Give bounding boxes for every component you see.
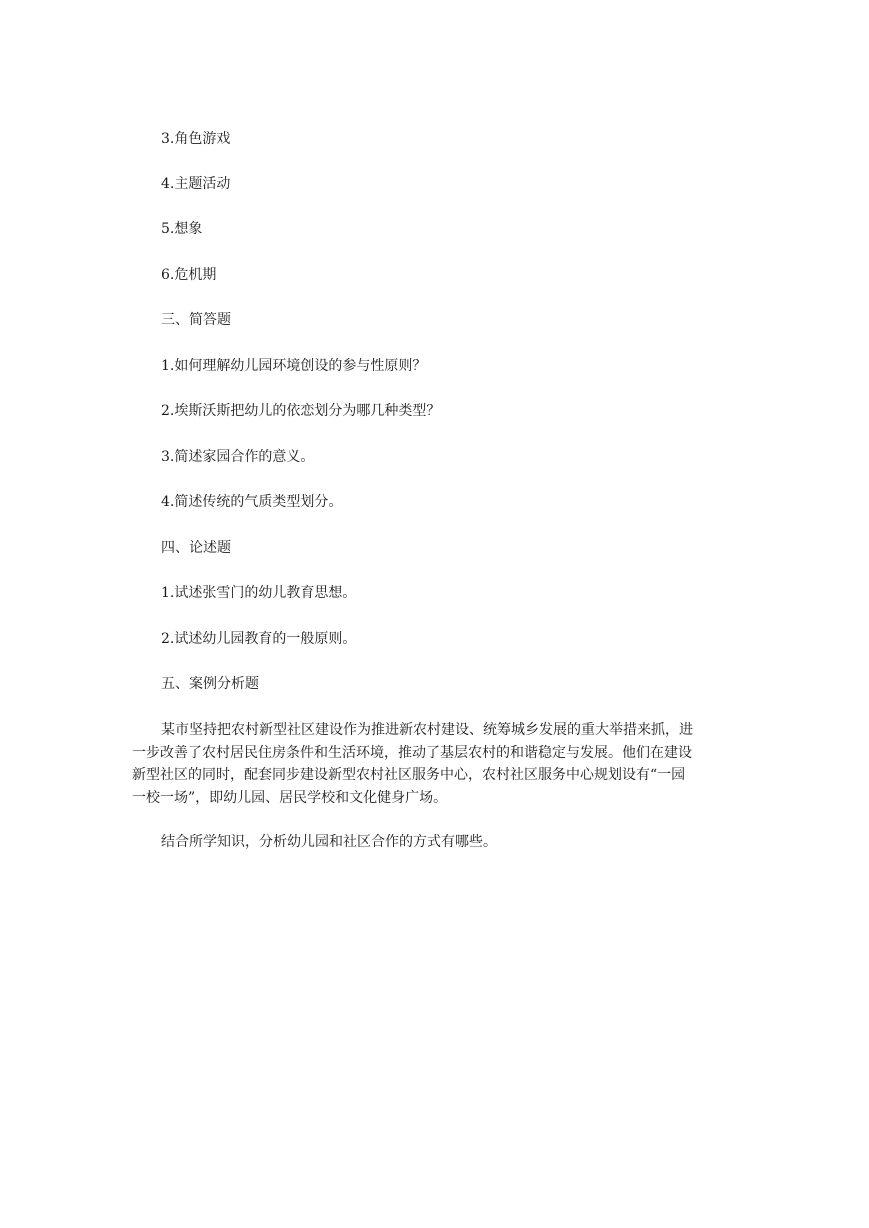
- short-answer-item-4: 4.简述传统的气质类型划分。: [161, 494, 343, 510]
- short-answer-item-3: 3.简述家园合作的意义。: [161, 449, 315, 465]
- section-heading-short-answer: 三、简答题: [161, 312, 231, 328]
- case-line-4: 一校一场”，即幼儿园、居民学校和文化健身广场。: [132, 789, 448, 806]
- section-heading-case-analysis: 五、案例分析题: [161, 676, 259, 692]
- essay-item-2: 2.试述幼儿园教育的一般原则。: [161, 631, 357, 647]
- case-line-3: 新型社区的同时，配套同步建设新型农村社区服务中心，农村社区服务中心规划设有“一园: [132, 767, 686, 783]
- case-line-2: 一步改善了农村居民住房条件和生活环境，推动了基层农村的和谐稳定与发展。他们在建设: [132, 744, 692, 761]
- case-question: 结合所学知识，分析幼儿园和社区合作的方式有哪些。: [161, 834, 497, 850]
- essay-item-1: 1.试述张雪门的幼儿教育思想。: [161, 585, 357, 601]
- section-heading-essay: 四、论述题: [161, 540, 231, 556]
- short-answer-item-2: 2.埃斯沃斯把幼儿的依恋划分为哪几种类型？: [161, 403, 441, 419]
- term-item-3: 3.角色游戏: [161, 131, 231, 147]
- term-item-5: 5.想象: [161, 221, 203, 237]
- term-item-4: 4.主题活动: [161, 176, 231, 192]
- case-paragraph: [132, 719, 746, 809]
- term-item-6: 6.危机期: [161, 267, 217, 283]
- short-answer-item-1: 1.如何理解幼儿园环境创设的参与性原则？: [161, 358, 427, 374]
- case-line-1: 某市坚持把农村新型社区建设作为推进新农村建设、统筹城乡发展的重大举措来抓，进: [161, 722, 693, 738]
